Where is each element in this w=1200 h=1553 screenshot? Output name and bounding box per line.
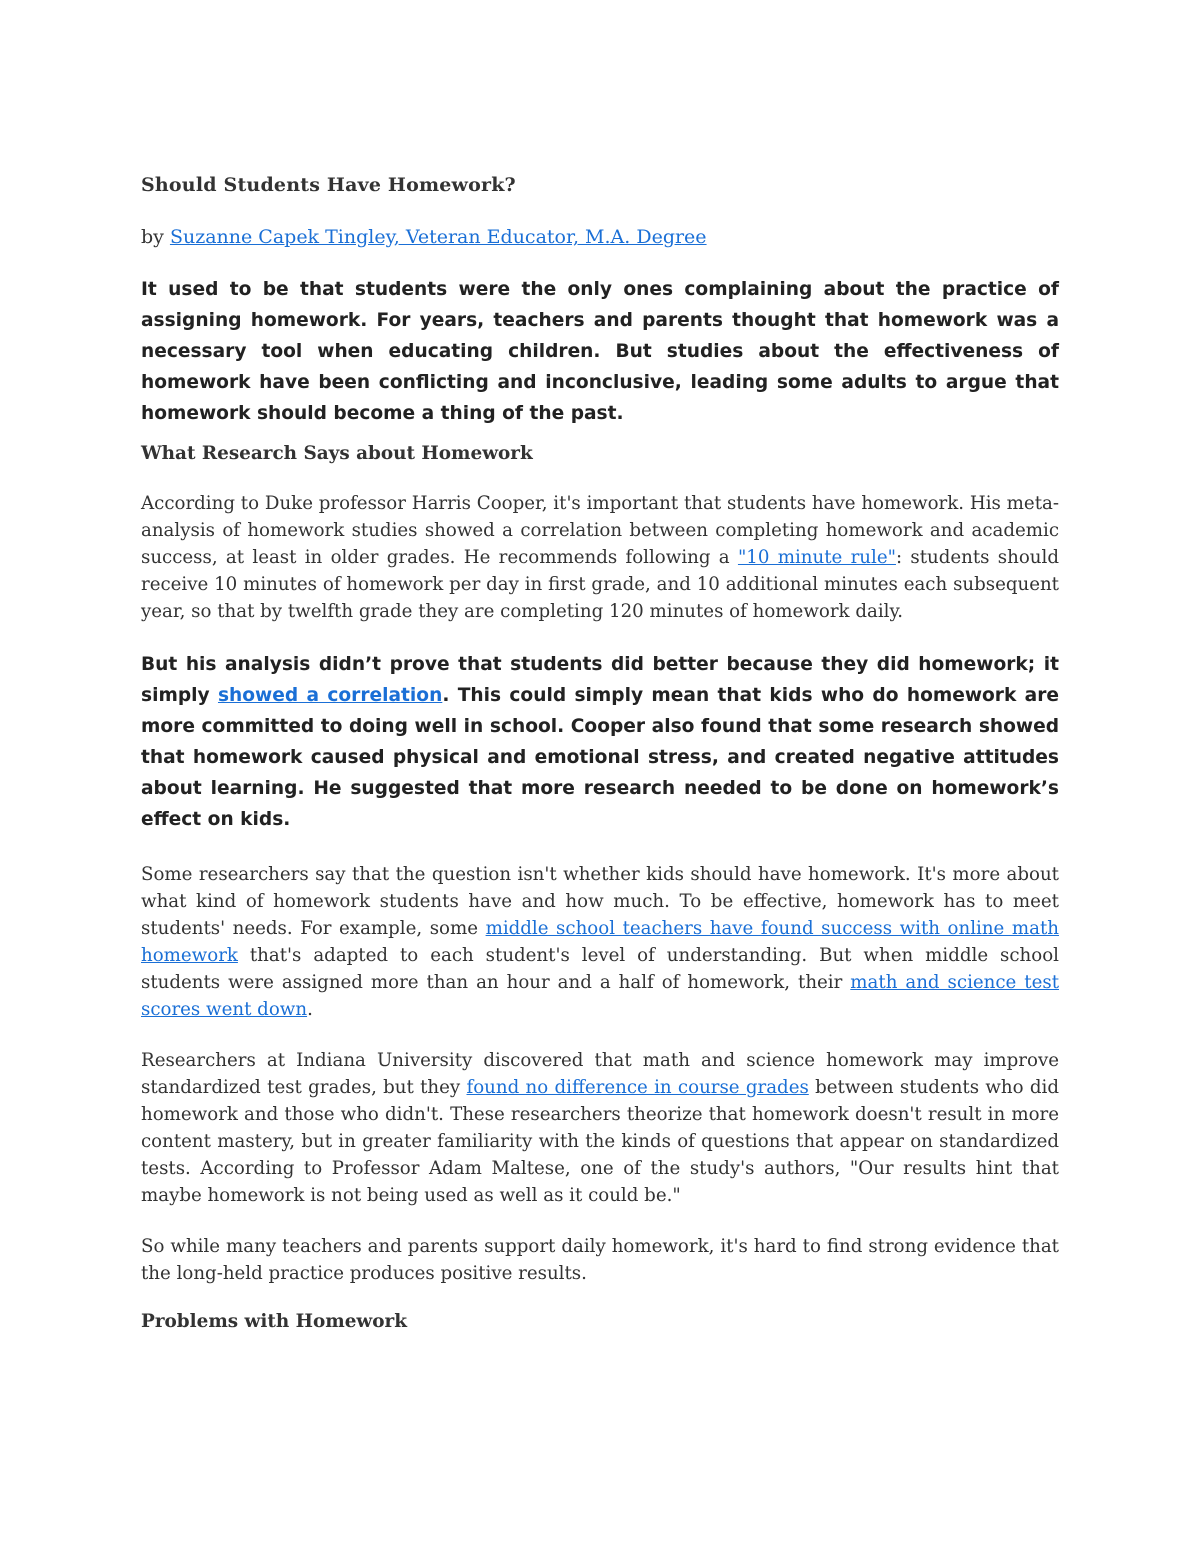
paragraph-correlation — [141, 649, 1059, 835]
test-scores-link[interactable]: math and science test scores went down — [141, 972, 1059, 1020]
byline — [141, 226, 1059, 248]
section-heading-problems: Problems with Homework — [141, 1311, 407, 1332]
intro-paragraph: It used to be that students were the only ones complaining about the practice of assigning homework. For years, teachers and parents thought that homework was a necessary tool when educating children. But studies about the effectiveness of homework have been conflicting and inconclusive, leading some adults to argue that homework should become a thing of the past. — [141, 279, 1059, 424]
paragraph-text: . — [307, 999, 313, 1020]
paragraph-researchers — [141, 861, 1059, 1023]
document-page — [141, 168, 1059, 1358]
paragraph-text: According to Duke professor Harris Cooper, it's important that students have homework. His meta-analysis of homework studies showed a correlation between completing homework and academic success, at least in older grades. He recommends following a — [141, 493, 1059, 568]
showed-correlation-link[interactable]: showed a correlation — [217, 685, 443, 706]
paragraph-text: Some researchers say that the question isn't whether kids should have homework. It's more about what kind of homework students have and how much. To be effective, homework has to meet students' needs. For example, some — [141, 864, 1059, 939]
paragraph-text: that's adapted to each student's level of understanding. But when middle school students were assigned more than an hour and a half of homework, their — [141, 945, 1059, 993]
paragraph-text: : students should receive 10 minutes of homework per day in first grade, and 10 additional minutes each subsequent year, so that by twelfth grade they are completing 120 minutes of homework daily. — [141, 547, 1059, 622]
paragraph-conclusion: So while many teachers and parents support daily homework, it's hard to find strong evidence that the long-held practice produces positive results. — [141, 1236, 1059, 1284]
section-heading-research: What Research Says about Homework — [141, 443, 533, 464]
paragraph-text: . This could simply mean that kids who do homework are more committed to doing well in school. Cooper also found that some research showed that homework caused physical and emotional stress, and created negative attitudes about learning. He suggested that more research needed to be done on homework’s effect on kids. — [141, 685, 1059, 830]
paragraph-text: But his analysis didn’t prove that students did better because they did homework; it simply — [141, 654, 1059, 706]
paragraph-cooper — [141, 490, 1059, 625]
paragraph-indiana — [141, 1047, 1059, 1209]
course-grades-link[interactable]: found no difference in course grades — [466, 1077, 809, 1098]
ten-minute-rule-link[interactable]: "10 minute rule" — [737, 547, 896, 568]
paragraph-text: Researchers at Indiana University discovered that math and science homework may improve standardized test grades, but they — [141, 1050, 1059, 1098]
author-link[interactable]: Suzanne Capek Tingley, Veteran Educator, M.A. Degree — [169, 226, 707, 248]
page-title: Should Students Have Homework? — [141, 174, 516, 196]
online-math-homework-link[interactable]: middle school teachers have found success with online math homework — [141, 918, 1059, 966]
paragraph-text: between students who did homework and those who didn't. These researchers theorize that homework doesn't result in more content mastery, but in greater familiarity with the kinds of questions that appear on standardized tests. According to Professor Adam Maltese, one of the study's authors, "Our results hint that maybe homework is not being used as well as it could be." — [141, 1077, 1059, 1206]
byline-prefix: by — [141, 226, 170, 248]
